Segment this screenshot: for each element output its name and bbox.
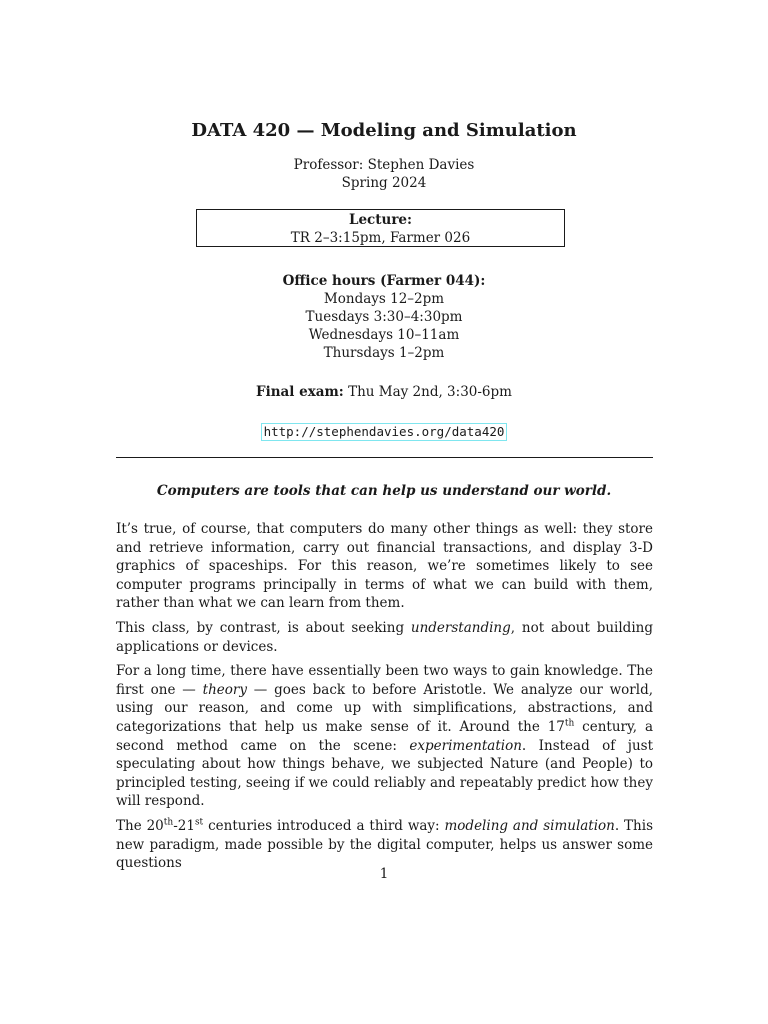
- emphasis-text: experimentation: [409, 737, 522, 754]
- paragraph: For a long time, there have essentially been two ways to gain knowledge. The first one — theory — goes back to before Aristotle. We analyze our world, using our reason, and come up with simplifications, abstractions, and categorizations that help us make sense of it. Around the 17th century, a second method came on the scene: experimentation. Instead of just speculating about how things behave, we subjected Nature (and People) to principled testing, seeing if we could reliably and repeatably predict how they will respond.: [116, 663, 653, 810]
- office-hours-slot: Mondays 12–2pm: [323, 291, 445, 307]
- horizontal-divider: [116, 457, 653, 458]
- office-hours-slot: Wednesdays 10–11am: [308, 327, 460, 343]
- lecture-label: Lecture:: [348, 212, 413, 228]
- office-hours-slot: Tuesdays 3:30–4:30pm: [305, 309, 463, 325]
- emphasis-text: theory: [202, 681, 247, 698]
- lecture-box: [196, 209, 565, 247]
- final-exam-line: [0, 383, 768, 401]
- superscript: th: [163, 817, 174, 828]
- office-hours-label: Office hours (Farmer 044):: [282, 273, 486, 289]
- paragraph: This class, by contrast, is about seeking understanding, not about building applications or devices.: [116, 619, 653, 655]
- emphasis-text: modeling and simulation: [444, 817, 615, 834]
- superscript: st: [194, 817, 204, 828]
- paragraph: It’s true, of course, that computers do many other things as well: they store and retrieve information, carry out financial transactions, and display 3-D graphics of spaceships. For this reason, we’re sometimes likely to see computer programs principally in terms of what we can build with them, rather than what we can learn from them.: [116, 521, 653, 612]
- office-hours-block: [0, 272, 768, 362]
- office-hours-slot: Thursdays 1–2pm: [323, 345, 445, 361]
- professor-line: Professor: Stephen Davies: [293, 157, 475, 173]
- final-exam-value: Thu May 2nd, 3:30-6pm: [343, 384, 512, 400]
- body-text: [116, 520, 653, 879]
- course-website-link[interactable]: http://stephendavies.org/data420: [261, 423, 508, 441]
- course-link-wrap: [0, 421, 768, 441]
- lecture-schedule: TR 2–3:15pm, Farmer 026: [290, 230, 471, 246]
- emphasis-text: understanding: [410, 619, 511, 636]
- paragraph: The 20th-21st centuries introduced a third way: modeling and simulation. This new paradigm, made possible by the digital computer, helps us answer some questions: [116, 817, 654, 872]
- superscript: th: [564, 718, 575, 729]
- term-line: Spring 2024: [341, 175, 427, 191]
- final-exam-label: Final exam:: [256, 384, 344, 400]
- page-title: DATA 420 — Modeling and Simulation: [191, 120, 577, 141]
- tagline: Computers are tools that can help us understand our world.: [156, 483, 612, 499]
- page-number: 1: [379, 866, 389, 882]
